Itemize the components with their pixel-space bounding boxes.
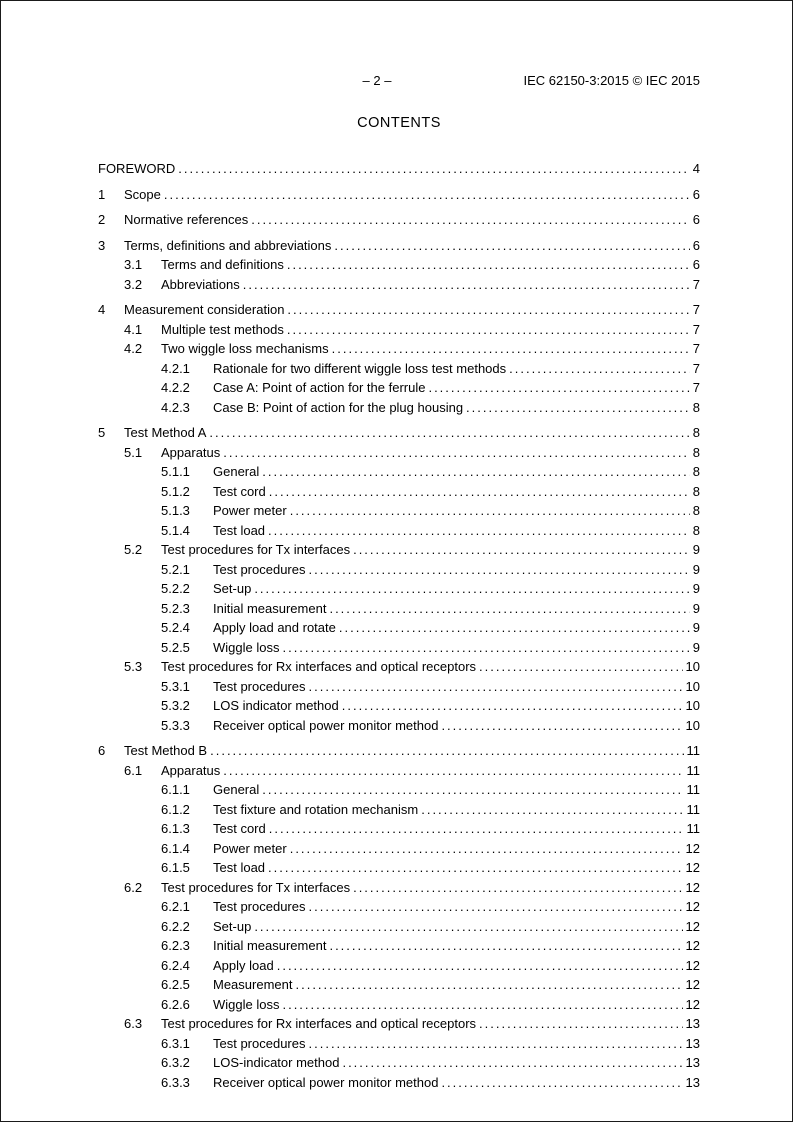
toc-entry-number: 6.2.1 bbox=[161, 899, 190, 914]
toc-entry-title: Measurement bbox=[213, 977, 293, 992]
toc-dot-leader bbox=[466, 398, 690, 418]
toc-entry-title: LOS-indicator method bbox=[213, 1055, 340, 1070]
toc-entry-page: 8 bbox=[692, 522, 700, 538]
toc-dot-leader bbox=[295, 975, 682, 995]
toc-entry bbox=[98, 482, 700, 502]
toc-entry-title: Apply load bbox=[213, 957, 274, 973]
toc-entry-page: 8 bbox=[692, 399, 700, 415]
toc-dot-leader bbox=[334, 236, 689, 256]
toc-entry-number: 4.1 bbox=[124, 321, 143, 337]
toc-entry bbox=[98, 716, 700, 736]
toc-dot-leader bbox=[178, 159, 689, 179]
toc-entry bbox=[98, 462, 700, 482]
toc-entry-title: Case B: Point of action for the plug housing bbox=[213, 399, 464, 415]
toc-entry-number: 6.1 bbox=[124, 762, 143, 778]
toc-entry-title: Power meter bbox=[213, 840, 287, 856]
toc-dot-leader bbox=[269, 482, 690, 502]
toc-entry-page: 12 bbox=[685, 840, 700, 856]
toc-entry-title: Test procedures bbox=[213, 678, 306, 694]
toc-entry bbox=[98, 560, 700, 580]
toc-entry bbox=[98, 917, 700, 937]
toc-entry bbox=[98, 378, 700, 398]
toc-entry bbox=[98, 618, 700, 638]
toc-dot-leader bbox=[287, 255, 690, 275]
toc-entry-number: 6.1.5 bbox=[161, 860, 190, 875]
toc-dot-leader bbox=[251, 210, 689, 230]
toc-dot-leader bbox=[290, 501, 690, 521]
toc-entry-number: 6.1.4 bbox=[161, 840, 190, 856]
toc-entry-number: 6.2.6 bbox=[161, 996, 190, 1012]
toc-dot-leader bbox=[309, 1034, 683, 1054]
toc-entry bbox=[98, 159, 700, 179]
toc-entry bbox=[98, 1014, 700, 1034]
toc-entry-title: Normative references bbox=[124, 212, 249, 227]
toc-entry bbox=[98, 780, 700, 800]
toc-entry bbox=[98, 657, 700, 677]
toc-entry-number: 6.2.4 bbox=[161, 957, 190, 973]
toc-entry-title: Initial measurement bbox=[213, 600, 327, 616]
toc-entry-number: 4.2.3 bbox=[161, 399, 190, 415]
toc-entry-title: Wiggle loss bbox=[213, 996, 280, 1012]
toc-dot-leader bbox=[254, 579, 689, 599]
toc-entry-title: Terms, definitions and abbreviations bbox=[124, 237, 332, 253]
toc-entry-title: Set-up bbox=[213, 918, 252, 934]
toc-entry-number: 3.2 bbox=[124, 276, 143, 292]
toc-entry-number: 6.3.3 bbox=[161, 1074, 190, 1090]
toc-entry-page: 13 bbox=[685, 1016, 700, 1031]
toc-entry bbox=[98, 300, 700, 320]
toc-entry bbox=[98, 501, 700, 521]
toc-entry-number: 6.2.2 bbox=[161, 918, 190, 934]
toc-entry-title: Two wiggle loss mechanisms bbox=[161, 341, 329, 356]
toc-entry-number: 6.3.2 bbox=[161, 1055, 190, 1070]
toc-entry-number: 5.2.3 bbox=[161, 600, 190, 616]
toc-dot-leader bbox=[164, 185, 690, 205]
toc-entry bbox=[98, 275, 700, 295]
toc-entry-page: 7 bbox=[692, 321, 700, 337]
toc-entry-number: 5.1.4 bbox=[161, 522, 190, 538]
toc-entry-page: 13 bbox=[685, 1074, 700, 1090]
toc-entry-page: 8 bbox=[692, 464, 700, 479]
toc-dot-leader bbox=[282, 995, 682, 1015]
toc-entry-page: 9 bbox=[692, 639, 700, 655]
toc-entry bbox=[98, 858, 700, 878]
toc-entry-title: Test cord bbox=[213, 821, 266, 836]
toc-entry-page: 6 bbox=[692, 237, 700, 253]
toc-entry-page: 8 bbox=[692, 483, 700, 499]
toc-entry bbox=[98, 638, 700, 658]
toc-entry-page: 12 bbox=[685, 899, 700, 914]
toc-entry-page: 9 bbox=[692, 542, 700, 557]
toc-entry-number: 1 bbox=[98, 186, 106, 202]
toc-entry-title: Set-up bbox=[213, 581, 252, 596]
toc-entry bbox=[98, 839, 700, 859]
toc-dot-leader bbox=[209, 423, 689, 443]
toc-dot-leader bbox=[277, 956, 683, 976]
toc-entry-title: Test procedures for Rx interfaces and optical receptors bbox=[161, 659, 477, 674]
page-number-header: – 2 – bbox=[362, 73, 392, 88]
toc-dot-leader bbox=[332, 339, 690, 359]
toc-entry-page: 7 bbox=[692, 360, 700, 376]
toc-entry-number: 6 bbox=[98, 743, 106, 758]
toc-entry-page: 12 bbox=[685, 879, 700, 895]
toc-entry-number: 4.2.1 bbox=[161, 360, 190, 376]
toc-entry bbox=[98, 540, 700, 560]
toc-entry bbox=[98, 1034, 700, 1054]
toc-dot-leader bbox=[309, 897, 683, 917]
toc-entry-number: 5.2.2 bbox=[161, 581, 190, 596]
toc-dot-leader bbox=[353, 878, 682, 898]
toc-entry-number: 5.3.2 bbox=[161, 698, 190, 713]
toc-entry bbox=[98, 339, 700, 359]
toc-entry bbox=[98, 696, 700, 716]
toc-entry bbox=[98, 741, 700, 761]
toc-dot-leader bbox=[421, 800, 683, 820]
toc-entry-number: 6.1.3 bbox=[161, 821, 190, 836]
toc-entry-title: General bbox=[213, 782, 260, 797]
toc-entry-number: 5.1.2 bbox=[161, 483, 190, 499]
toc-entry-page: 7 bbox=[692, 276, 700, 292]
toc-entry bbox=[98, 897, 700, 917]
toc-entry bbox=[98, 956, 700, 976]
toc-entry bbox=[98, 359, 700, 379]
toc-entry-number: 4.2.2 bbox=[161, 380, 190, 395]
toc-entry-page: 12 bbox=[685, 918, 700, 934]
toc-dot-leader bbox=[268, 521, 690, 541]
toc-entry-page: 6 bbox=[692, 212, 700, 227]
toc-entry-page: 11 bbox=[686, 743, 700, 758]
document-reference: IEC 62150-3:2015 © IEC 2015 bbox=[523, 73, 700, 88]
toc-dot-leader bbox=[262, 462, 690, 482]
toc-entry bbox=[98, 878, 700, 898]
toc-entry bbox=[98, 936, 700, 956]
toc-entry-number: 6.2 bbox=[124, 879, 143, 895]
toc-entry-title: Test procedures bbox=[213, 1035, 306, 1051]
contents-title: CONTENTS bbox=[357, 115, 441, 131]
toc-entry-number: 3.1 bbox=[124, 257, 143, 272]
toc-dot-leader bbox=[223, 761, 683, 781]
toc-dot-leader bbox=[223, 443, 690, 463]
toc-entry bbox=[98, 236, 700, 256]
toc-entry-number: 6.2.3 bbox=[161, 938, 190, 953]
toc-dot-leader bbox=[268, 858, 682, 878]
toc-entry bbox=[98, 1073, 700, 1093]
toc-entry-number: 5.2.4 bbox=[161, 620, 190, 635]
toc-dot-leader bbox=[262, 780, 683, 800]
toc-entry-number: 5 bbox=[98, 425, 106, 440]
toc-entry bbox=[98, 398, 700, 418]
toc-entry-page: 10 bbox=[685, 678, 700, 694]
toc-entry-page: 12 bbox=[685, 938, 700, 953]
toc-entry-title: Test load bbox=[213, 860, 266, 875]
toc-entry-page: 6 bbox=[692, 186, 700, 202]
toc-entry-number: 3 bbox=[98, 237, 106, 253]
toc-entry-number: 6.2.5 bbox=[161, 977, 190, 992]
toc-entry-page: 4 bbox=[692, 161, 700, 176]
toc-entry-page: 11 bbox=[686, 782, 700, 797]
toc-entry-title: Test procedures for Rx interfaces and optical receptors bbox=[161, 1016, 477, 1031]
toc-entry-page: 11 bbox=[686, 801, 700, 817]
toc-dot-leader bbox=[290, 839, 683, 859]
toc-entry bbox=[98, 599, 700, 619]
toc-dot-leader bbox=[342, 1053, 682, 1073]
toc-entry-number: 4 bbox=[98, 302, 106, 317]
toc-entry-page: 13 bbox=[685, 1035, 700, 1051]
toc-entry bbox=[98, 521, 700, 541]
toc-dot-leader bbox=[329, 936, 682, 956]
toc-entry-page: 8 bbox=[692, 503, 700, 518]
toc-entry-number: 4.2 bbox=[124, 341, 143, 356]
toc-entry-title: Abbreviations bbox=[161, 276, 240, 292]
toc-entry-number: 5.2 bbox=[124, 542, 143, 557]
toc-entry bbox=[98, 800, 700, 820]
page-header bbox=[98, 73, 700, 89]
toc-entry-title: Measurement consideration bbox=[124, 302, 285, 317]
toc-entry-page: 12 bbox=[685, 977, 700, 992]
toc-entry-page: 6 bbox=[692, 257, 700, 272]
toc-entry-page: 10 bbox=[685, 698, 700, 713]
toc-entry-title: Test procedures for Tx interfaces bbox=[161, 542, 351, 557]
toc-entry-title: Power meter bbox=[213, 503, 287, 518]
toc-entry bbox=[98, 255, 700, 275]
toc-entry-page: 7 bbox=[692, 341, 700, 356]
toc-entry-number: 5.2.1 bbox=[161, 561, 190, 577]
toc-entry-page: 12 bbox=[685, 996, 700, 1012]
toc-dot-leader bbox=[428, 378, 689, 398]
toc-entry-page: 9 bbox=[692, 600, 700, 616]
toc-entry-page: 7 bbox=[692, 380, 700, 395]
toc-entry-title: Case A: Point of action for the ferrule bbox=[213, 380, 426, 395]
toc-entry-page: 11 bbox=[686, 821, 700, 836]
toc-entry bbox=[98, 995, 700, 1015]
toc-entry bbox=[98, 185, 700, 205]
toc-entry-number: 5.1.1 bbox=[161, 464, 190, 479]
toc-entry-number: 5.2.5 bbox=[161, 639, 190, 655]
toc-entry-title: Test Method B bbox=[124, 743, 208, 758]
toc-entry-title: Test load bbox=[213, 522, 266, 538]
toc-dot-leader bbox=[287, 300, 689, 320]
toc-dot-leader bbox=[329, 599, 689, 619]
toc-entry bbox=[98, 975, 700, 995]
toc-entry-page: 11 bbox=[686, 762, 700, 778]
toc-dot-leader bbox=[353, 540, 690, 560]
toc-dot-leader bbox=[342, 696, 683, 716]
toc-entry-title: Test procedures for Tx interfaces bbox=[161, 879, 351, 895]
toc-dot-leader bbox=[509, 359, 690, 379]
toc-entry-number: 6.3 bbox=[124, 1016, 143, 1031]
toc-entry-page: 13 bbox=[685, 1055, 700, 1070]
toc-entry-title: FOREWORD bbox=[98, 161, 176, 176]
toc-entry-number: 5.3.1 bbox=[161, 678, 190, 694]
toc-entry-number: 6.1.1 bbox=[161, 782, 190, 797]
toc-entry-title: Wiggle loss bbox=[213, 639, 280, 655]
toc-entry-page: 10 bbox=[685, 659, 700, 674]
toc-entry bbox=[98, 579, 700, 599]
toc-entry-title: Test cord bbox=[213, 483, 266, 499]
toc-entry-page: 8 bbox=[692, 444, 700, 460]
toc-entry-title: General bbox=[213, 464, 260, 479]
toc-dot-leader bbox=[282, 638, 689, 658]
toc-entry-title: LOS indicator method bbox=[213, 698, 339, 713]
toc-entry-title: Apply load and rotate bbox=[213, 620, 336, 635]
toc-entry-number: 6.1.2 bbox=[161, 801, 190, 817]
toc-entry bbox=[98, 677, 700, 697]
toc-entry-page: 12 bbox=[685, 860, 700, 875]
toc-entry-title: Test procedures bbox=[213, 561, 306, 577]
toc-entry bbox=[98, 761, 700, 781]
toc-entry-page: 9 bbox=[692, 620, 700, 635]
toc-entry bbox=[98, 423, 700, 443]
toc-entry-title: Rationale for two different wiggle loss test methods bbox=[213, 360, 507, 376]
toc-entry-number: 6.3.1 bbox=[161, 1035, 190, 1051]
toc-dot-leader bbox=[441, 1073, 682, 1093]
toc-dot-leader bbox=[287, 320, 690, 340]
toc-dot-leader bbox=[210, 741, 683, 761]
toc-entry-page: 10 bbox=[685, 717, 700, 733]
toc-entry-title: Initial measurement bbox=[213, 938, 327, 953]
toc-entry-title: Terms and definitions bbox=[161, 257, 284, 272]
toc-entry-title: Test Method A bbox=[124, 425, 207, 440]
toc-dot-leader bbox=[243, 275, 690, 295]
toc-entry-title: Multiple test methods bbox=[161, 321, 284, 337]
toc-entry-title: Receiver optical power monitor method bbox=[213, 717, 439, 733]
toc-entry-title: Apparatus bbox=[161, 444, 221, 460]
table-of-contents bbox=[98, 159, 700, 1092]
toc-dot-leader bbox=[309, 677, 683, 697]
toc-entry-page: 9 bbox=[692, 561, 700, 577]
toc-entry-number: 5.1 bbox=[124, 444, 143, 460]
toc-dot-leader bbox=[254, 917, 682, 937]
toc-entry-number: 5.3.3 bbox=[161, 717, 190, 733]
toc-entry-title: Receiver optical power monitor method bbox=[213, 1074, 439, 1090]
toc-entry-title: Test fixture and rotation mechanism bbox=[213, 801, 419, 817]
toc-entry bbox=[98, 443, 700, 463]
toc-dot-leader bbox=[479, 1014, 682, 1034]
toc-entry-number: 2 bbox=[98, 212, 106, 227]
toc-entry-page: 12 bbox=[685, 957, 700, 973]
toc-entry bbox=[98, 210, 700, 230]
toc-entry-page: 7 bbox=[692, 302, 700, 317]
toc-dot-leader bbox=[441, 716, 682, 736]
toc-dot-leader bbox=[309, 560, 690, 580]
toc-entry-title: Test procedures bbox=[213, 899, 306, 914]
toc-entry-number: 5.3 bbox=[124, 659, 143, 674]
toc-entry-title: Apparatus bbox=[161, 762, 221, 778]
toc-entry-page: 8 bbox=[692, 425, 700, 440]
toc-entry bbox=[98, 320, 700, 340]
toc-entry bbox=[98, 1053, 700, 1073]
toc-dot-leader bbox=[479, 657, 682, 677]
toc-entry bbox=[98, 819, 700, 839]
toc-entry-page: 9 bbox=[692, 581, 700, 596]
toc-dot-leader bbox=[339, 618, 690, 638]
toc-dot-leader bbox=[269, 819, 684, 839]
toc-entry-title: Scope bbox=[124, 186, 161, 202]
toc-entry-number: 5.1.3 bbox=[161, 503, 190, 518]
